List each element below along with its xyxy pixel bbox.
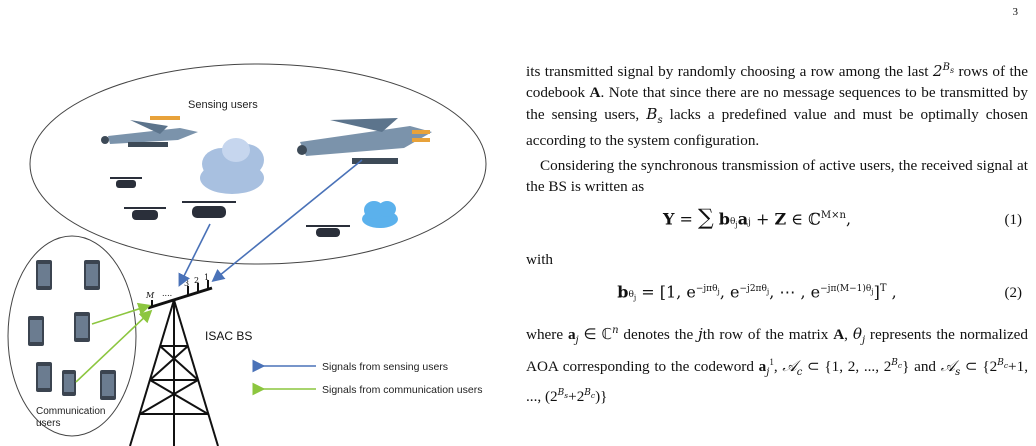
communication-users-label: Communication xyxy=(36,406,106,417)
legend-sensing-text: Signals from sensing users xyxy=(322,361,449,373)
antenna-label-m: M xyxy=(146,291,155,300)
text-column xyxy=(526,58,1028,408)
equation-1: Y = ∑ $b\theta_jaj + Z$ ∈ ℂ$^{M\times n}$, (1) xyxy=(662,205,1022,231)
paragraph-received-signal: Considering the synchronous transmission of active users, the received signal at the BS is written as xyxy=(526,157,1028,196)
quadcopter-drone-icon xyxy=(306,226,350,237)
base-station-tower xyxy=(130,300,218,446)
with-text: with xyxy=(526,250,554,268)
quadcopter-drone-icon xyxy=(182,202,236,218)
isac-bs-label: ISAC BS xyxy=(205,329,253,343)
cloud-icon xyxy=(200,138,264,194)
antenna-label-3: 3 xyxy=(184,279,190,288)
quadcopter-drone-icon xyxy=(110,178,142,188)
cloud-icon xyxy=(362,201,398,228)
paragraph-where: where $a_j$ ∈ ℂ$^n$ denotes the jth row of the matrix A, $\theta_j$ represents the normalized AOA corresponding to the codeword $a_j^1$, 𝒜$_c$ ⊂ {1, 2, ..., $2^{B_c}$} and 𝒜$_s$ ⊂ {$2^{B_c}+1$, ..., $(2^{B_s}+2^{B_c})$} xyxy=(526,324,1029,406)
fixed-wing-drone-icon xyxy=(297,118,432,164)
quadcopter-drone-icon xyxy=(124,208,166,220)
paragraph-codebook: its transmitted signal by randomly choosing a row among the last $2^{B_s}$ rows of the codebook A. Note that since there are no message sequences to be transmitted by the sensing users, $B_s$ lacks a predefined value and must be optimally chosen according to the system configuration. xyxy=(526,62,1028,150)
system-model-figure xyxy=(0,0,510,446)
communication-users-label: users xyxy=(36,418,61,429)
page-number: 3 xyxy=(1012,6,1018,18)
fixed-wing-drone-icon xyxy=(101,116,198,147)
antenna-label-1: 1 xyxy=(204,273,210,282)
legend-communication-text: Signals from communication users xyxy=(322,384,483,396)
antenna-label-2: 2 xyxy=(194,276,200,285)
antenna-label-dots: .... xyxy=(162,289,173,298)
sensing-users-label: Sensing users xyxy=(188,99,258,111)
antenna-array xyxy=(148,288,212,308)
equation-2: $b\theta_j = [1$, $e^{-j\pi\theta_j}$, $e^{-j2\pi\theta_j}$, ⋯ , $e^{-j\pi(M-1)\theta_j}]^T$ , (2) xyxy=(617,282,1022,302)
